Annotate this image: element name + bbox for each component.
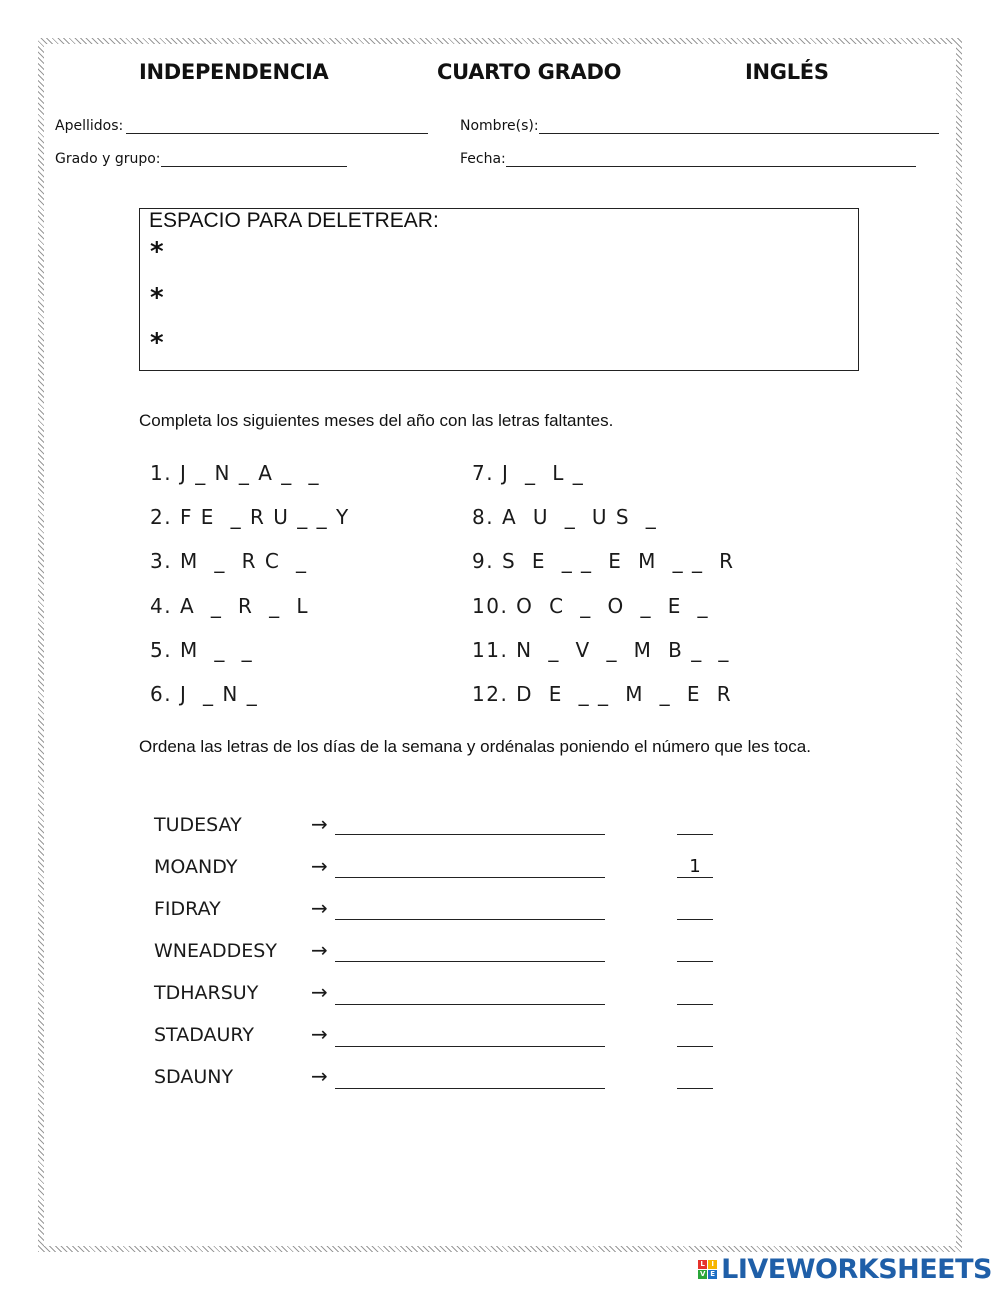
arrow-icon: → <box>311 980 328 1004</box>
day-answer-input[interactable] <box>335 961 605 962</box>
spelling-bullet: * <box>150 328 164 358</box>
month-item[interactable]: 4. A _ R _ L <box>150 594 310 618</box>
month-item[interactable]: 12. D E _ _ M _ E R <box>472 682 733 706</box>
day-number-input[interactable] <box>677 1088 713 1089</box>
grado-field <box>55 151 347 167</box>
logo-badge-letter: I <box>708 1260 717 1269</box>
scrambled-day: TUDESAY <box>154 814 242 836</box>
days-instruction: Ordena las letras de los días de la semana y ordénalas poniendo el número que les toca. <box>139 737 811 756</box>
grado-input[interactable] <box>161 152 347 167</box>
month-item[interactable]: 3. M _ R C _ <box>150 549 308 573</box>
scrambled-day: TDHARSUY <box>154 982 259 1004</box>
logo-badge-letter: L <box>698 1260 707 1269</box>
apellidos-field <box>55 118 428 134</box>
fecha-label: Fecha: <box>460 151 506 167</box>
scrambled-day: MOANDY <box>154 856 238 878</box>
scrambled-day: STADAURY <box>154 1024 254 1046</box>
day-number-input[interactable] <box>677 919 713 920</box>
scrambled-day: SDAUNY <box>154 1066 234 1088</box>
fecha-field <box>460 151 916 167</box>
nombre-field <box>460 118 939 134</box>
subject-title: INGLÉS <box>745 60 829 84</box>
logo-text: LIVEWORKSHEETS <box>721 1254 992 1285</box>
day-answer-input[interactable] <box>335 1088 605 1089</box>
day-number-input[interactable] <box>677 834 713 835</box>
school-name: INDEPENDENCIA <box>139 60 329 84</box>
day-answer-input[interactable] <box>335 1046 605 1047</box>
month-item[interactable]: 7. J _ L _ <box>472 461 585 485</box>
arrow-icon: → <box>311 938 328 962</box>
day-number-input[interactable] <box>677 1004 713 1005</box>
arrow-icon: → <box>311 812 328 836</box>
apellidos-label: Apellidos: <box>55 118 124 134</box>
day-answer-input[interactable] <box>335 1004 605 1005</box>
arrow-icon: → <box>311 1022 328 1046</box>
month-item[interactable]: 6. J _ N _ <box>150 682 259 706</box>
month-item[interactable]: 10. O C _ O _ E _ <box>472 594 710 618</box>
month-item[interactable]: 8. A U _ U S _ <box>472 505 658 529</box>
nombre-input[interactable] <box>539 119 939 134</box>
day-number-input[interactable] <box>677 1046 713 1047</box>
logo-badge-icon <box>698 1260 717 1279</box>
apellidos-input[interactable] <box>126 119 428 134</box>
liveworksheets-logo <box>698 1254 992 1285</box>
logo-badge-letter: V <box>699 1270 706 1278</box>
grade-title: CUARTO GRADO <box>437 60 622 84</box>
day-answer-input[interactable] <box>335 919 605 920</box>
arrow-icon: → <box>311 1064 328 1088</box>
month-item[interactable]: 11. N _ V _ M B _ _ <box>472 638 730 662</box>
arrow-icon: → <box>311 854 328 878</box>
scrambled-day: FIDRAY <box>154 898 221 920</box>
scrambled-day: WNEADDESY <box>154 940 277 962</box>
month-item[interactable]: 2. F E _ R U _ _ Y <box>150 505 350 529</box>
grado-label: Grado y grupo: <box>55 151 161 167</box>
spelling-box-title: ESPACIO PARA DELETREAR: <box>149 209 439 232</box>
day-answer-input[interactable] <box>335 877 605 878</box>
logo-badge-letter: E <box>708 1270 717 1279</box>
day-number: 1 <box>689 856 701 877</box>
spelling-box[interactable] <box>139 208 859 371</box>
months-instruction: Completa los siguientes meses del año con las letras faltantes. <box>139 411 614 430</box>
arrow-icon: → <box>311 896 328 920</box>
day-number-input[interactable] <box>677 961 713 962</box>
month-item[interactable]: 9. S E _ _ E M _ _ R <box>472 549 735 573</box>
month-item[interactable]: 5. M _ _ <box>150 638 254 662</box>
spelling-bullet: * <box>150 283 164 313</box>
month-item[interactable]: 1. J _ N _ A _ _ <box>150 461 320 485</box>
day-answer-input[interactable] <box>335 834 605 835</box>
nombre-label: Nombre(s): <box>460 118 539 134</box>
fecha-input[interactable] <box>506 152 916 167</box>
day-number-input[interactable] <box>677 877 713 878</box>
spelling-bullet: * <box>150 237 164 267</box>
